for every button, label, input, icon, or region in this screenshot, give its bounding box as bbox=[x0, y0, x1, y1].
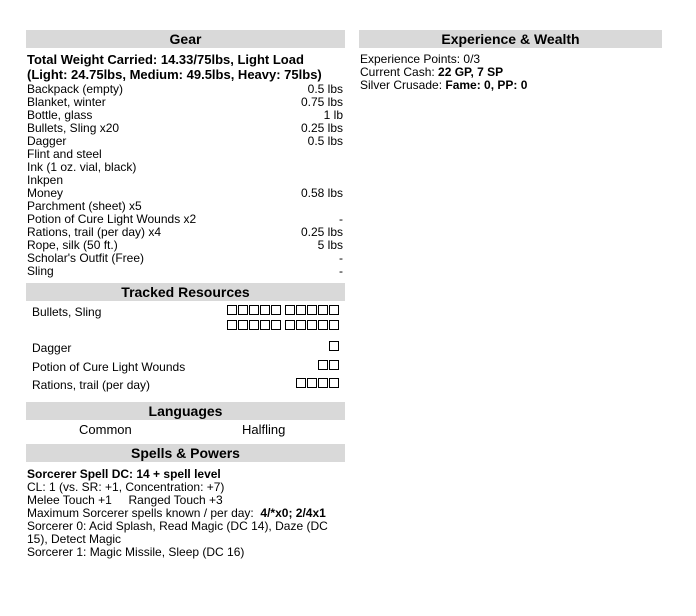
spell-dc-line: Sorcerer Spell DC: 14 + spell level bbox=[27, 467, 221, 481]
usage-checkbox[interactable] bbox=[329, 320, 339, 330]
usage-checkbox[interactable] bbox=[307, 378, 317, 388]
language-common: Common bbox=[79, 422, 132, 437]
gear-item-weight: 0.25 lbs bbox=[300, 121, 343, 135]
touch-attack-line: Melee Touch +1 Ranged Touch +3 bbox=[27, 493, 223, 507]
tracked-resource-checkboxes bbox=[317, 360, 339, 370]
gear-item-name: Scholar's Outfit (Free) bbox=[27, 251, 144, 265]
gear-item-weight: - bbox=[339, 251, 343, 265]
usage-checkbox[interactable] bbox=[307, 305, 317, 315]
gear-item-weight: 0.58 lbs bbox=[300, 186, 343, 200]
tracked-resource-checkboxes bbox=[226, 320, 339, 330]
total-weight-line: Total Weight Carried: 14.33/75lbs, Light Load bbox=[27, 52, 304, 67]
gear-item-weight: - bbox=[339, 212, 343, 226]
gear-item-name: Flint and steel bbox=[27, 147, 102, 161]
spells-known-values: 4/*x0; 2/4x1 bbox=[260, 506, 326, 520]
languages-header: Languages bbox=[26, 402, 345, 420]
gear-item-name: Rope, silk (50 ft.) bbox=[27, 238, 118, 252]
usage-checkbox[interactable] bbox=[329, 305, 339, 315]
experience-points-line: Experience Points: 0/3 bbox=[360, 52, 481, 66]
tracked-resource-name: Dagger bbox=[32, 341, 72, 355]
gear-item-name: Ink (1 oz. vial, black) bbox=[27, 160, 137, 174]
silver-crusade-line bbox=[360, 79, 527, 92]
usage-checkbox[interactable] bbox=[260, 320, 270, 330]
usage-checkbox[interactable] bbox=[318, 360, 328, 370]
gear-item-row bbox=[27, 122, 344, 135]
gear-item-name: Parchment (sheet) x5 bbox=[27, 199, 142, 213]
tracked-resource-checkboxes bbox=[328, 341, 339, 351]
gear-item-name: Dagger bbox=[27, 134, 67, 148]
gear-item-weight: 1 lb bbox=[323, 108, 343, 122]
gear-item-name: Sling bbox=[27, 264, 54, 278]
gear-item-name: Rations, trail (per day) x4 bbox=[27, 225, 162, 239]
gear-item-weight: - bbox=[339, 264, 343, 278]
gear-item-name: Bottle, glass bbox=[27, 108, 93, 122]
usage-checkbox[interactable] bbox=[318, 320, 328, 330]
tracked-resources-header: Tracked Resources bbox=[26, 283, 345, 301]
usage-checkbox[interactable] bbox=[238, 305, 248, 315]
gear-item-weight: 0.75 lbs bbox=[300, 95, 343, 109]
tracked-resource-checkboxes bbox=[295, 378, 339, 388]
usage-checkbox[interactable] bbox=[249, 305, 259, 315]
sorcerer-0-line-2: 15), Detect Magic bbox=[27, 532, 122, 546]
tracked-resource-checkboxes bbox=[226, 305, 339, 315]
spells-powers-header: Spells & Powers bbox=[26, 444, 345, 462]
usage-checkbox[interactable] bbox=[285, 305, 295, 315]
tracked-resource-name: Bullets, Sling bbox=[32, 305, 102, 319]
usage-checkbox[interactable] bbox=[227, 320, 237, 330]
usage-checkbox[interactable] bbox=[296, 378, 306, 388]
current-cash-value: 22 GP, 7 SP bbox=[438, 65, 504, 79]
usage-checkbox[interactable] bbox=[260, 305, 270, 315]
gear-item-row bbox=[27, 265, 344, 278]
usage-checkbox[interactable] bbox=[271, 305, 281, 315]
usage-checkbox[interactable] bbox=[227, 305, 237, 315]
language-halfling: Halfling bbox=[242, 422, 286, 437]
gear-item-row bbox=[27, 161, 344, 174]
caster-level-line: CL: 1 (vs. SR: +1, Concentration: +7) bbox=[27, 480, 225, 494]
gear-item-weight: 0.5 lbs bbox=[307, 134, 343, 148]
usage-checkbox[interactable] bbox=[318, 378, 328, 388]
silver-crusade-value: Fame: 0, PP: 0 bbox=[445, 78, 528, 92]
spells-known-label: Maximum Sorcerer spells known / per day: bbox=[27, 506, 261, 520]
gear-item-name: Bullets, Sling x20 bbox=[27, 121, 120, 135]
sorcerer-0-line-1: Sorcerer 0: Acid Splash, Read Magic (DC 14), Daze (DC bbox=[27, 519, 328, 533]
gear-item-name: Backpack (empty) bbox=[27, 82, 124, 96]
current-cash-label: Current Cash: bbox=[360, 65, 439, 79]
silver-crusade-label: Silver Crusade: bbox=[360, 78, 446, 92]
sorcerer-1-line: Sorcerer 1: Magic Missile, Sleep (DC 16) bbox=[27, 545, 245, 559]
usage-checkbox[interactable] bbox=[249, 320, 259, 330]
usage-checkbox[interactable] bbox=[329, 360, 339, 370]
gear-item-row bbox=[27, 252, 344, 265]
tracked-resource-name: Rations, trail (per day) bbox=[32, 378, 151, 392]
gear-item-name: Inkpen bbox=[27, 173, 64, 187]
usage-checkbox[interactable] bbox=[271, 320, 281, 330]
gear-item-weight: 5 lbs bbox=[317, 238, 343, 252]
tracked-resource-name: Potion of Cure Light Wounds bbox=[32, 360, 186, 374]
usage-checkbox[interactable] bbox=[329, 341, 339, 351]
load-limits-line: (Light: 24.75lbs, Medium: 49.5lbs, Heavy: 75lbs) bbox=[27, 67, 322, 82]
usage-checkbox[interactable] bbox=[318, 305, 328, 315]
usage-checkbox[interactable] bbox=[307, 320, 317, 330]
usage-checkbox[interactable] bbox=[285, 320, 295, 330]
experience-wealth-header: Experience & Wealth bbox=[359, 30, 662, 48]
usage-checkbox[interactable] bbox=[296, 305, 306, 315]
usage-checkbox[interactable] bbox=[296, 320, 306, 330]
gear-header: Gear bbox=[26, 30, 345, 48]
usage-checkbox[interactable] bbox=[329, 378, 339, 388]
gear-item-name: Potion of Cure Light Wounds x2 bbox=[27, 212, 197, 226]
gear-item-weight: 0.5 lbs bbox=[307, 82, 343, 96]
gear-item-name: Money bbox=[27, 186, 64, 200]
gear-item-row bbox=[27, 174, 344, 187]
gear-item-name: Blanket, winter bbox=[27, 95, 106, 109]
gear-item-weight: 0.25 lbs bbox=[300, 225, 343, 239]
usage-checkbox[interactable] bbox=[238, 320, 248, 330]
